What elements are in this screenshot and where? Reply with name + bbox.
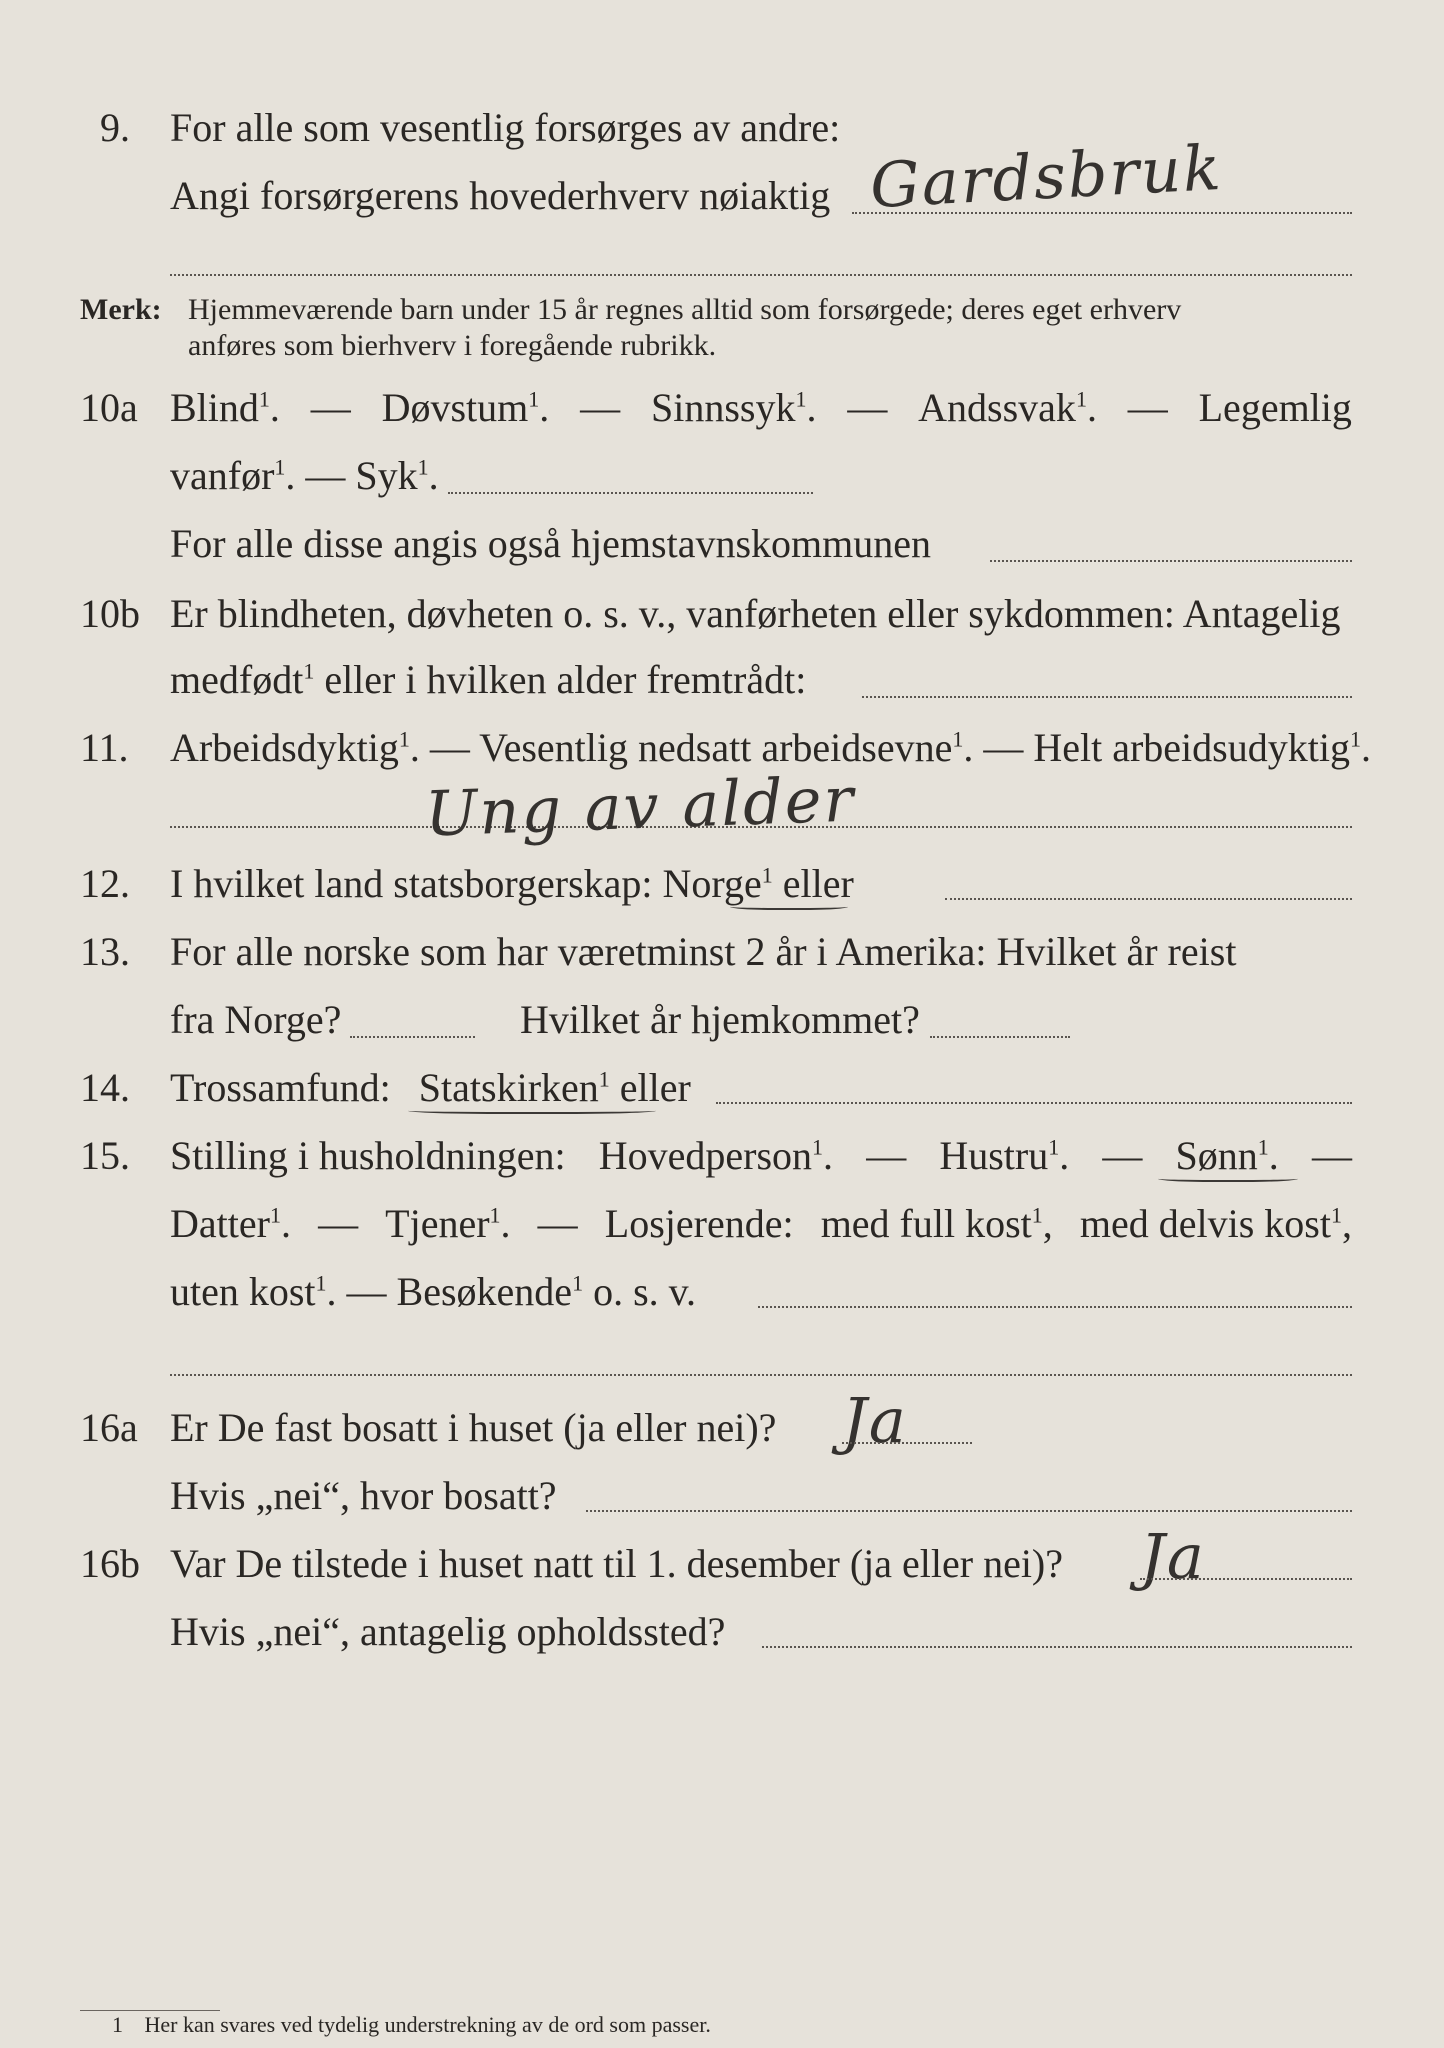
q16b-opholdssted-line <box>762 1646 1352 1648</box>
q10b-line1: Er blindheten, døvheten o. s. v., vanførheten eller sykdommen: Antagelig <box>170 591 1341 636</box>
q16b-handwritten-answer: Ja <box>1140 1520 1206 1593</box>
eller: eller <box>782 861 854 906</box>
q10a-number: 10a <box>80 385 138 430</box>
q13-number: 13. <box>80 929 130 974</box>
q15-number: 15. <box>80 1133 130 1178</box>
q13-line1: For alle norske som har væretminst 2 år i Amerika: Hvilket år reist <box>170 929 1237 974</box>
q16b-line1: Var De tilstede i huset natt til 1. desember (ja eller nei)? <box>170 1541 1064 1586</box>
opt-besokende: Besøkende <box>396 1269 573 1314</box>
q16a-bosatt-line <box>586 1510 1352 1512</box>
dash: — <box>305 453 346 498</box>
dash: — <box>847 385 888 430</box>
opt-datter: Datter$^1$. <box>170 1201 291 1246</box>
footnote-text: Her kan svares ved tydelig understrekning av de ord som passer. <box>144 2012 711 2037</box>
q15-line2 <box>170 1200 1352 1248</box>
q16a-line1: Er De fast bosatt i huset (ja eller nei)? <box>170 1405 777 1450</box>
q13-reist-line <box>350 1036 475 1038</box>
q9-answer-line-2 <box>170 274 1352 276</box>
merk-line1: Hjemmeværende barn under 15 år regnes alltid som forsørgede; deres eget erhverv <box>188 293 1182 326</box>
q15-answer-line-2 <box>170 1374 1352 1376</box>
q15-line1 <box>170 1132 1352 1180</box>
dash: — <box>1127 385 1168 430</box>
q14-answer-line <box>716 1102 1352 1104</box>
sonn-underline <box>1158 1174 1298 1182</box>
q10a-line2 <box>170 452 439 500</box>
q13-line2-a: fra Norge? <box>170 997 342 1042</box>
opt-dovstum: Døvstum$^1$. <box>381 385 550 430</box>
opt-nedsatt: Vesentlig nedsatt arbeidsevne <box>479 725 953 770</box>
q16b-number: 16b <box>80 1541 140 1586</box>
footnote-rule <box>80 2010 220 2011</box>
opt-statskirken: Statskirken <box>418 1065 599 1110</box>
opt-vanfor: vanfør$^1$. <box>170 453 296 498</box>
q14-line: Trossamfund: Statskirken$^1$ eller <box>170 1065 691 1110</box>
q12-answer-line <box>945 898 1352 900</box>
opt-medfodt: medfødt <box>170 657 304 702</box>
q16a-number: 16a <box>80 1405 138 1450</box>
opt-full-kost: med full kost$^1$, <box>820 1201 1053 1246</box>
q10b-answer-line <box>862 696 1352 698</box>
dash: — <box>866 1133 907 1178</box>
q11-handwritten-answer: Ung av alder <box>423 762 857 851</box>
opt-hustru: Hustru$^1$. <box>939 1133 1070 1178</box>
dash: — <box>310 385 351 430</box>
q14-number: 14. <box>80 1065 130 1110</box>
q9-line1: For alle som vesentlig forsørges av andre: <box>170 105 841 150</box>
q15-label: Stilling i husholdningen: <box>170 1133 566 1178</box>
q16b-answer-line <box>1140 1578 1352 1580</box>
opt-hovedperson: Hovedperson$^1$. <box>598 1133 834 1178</box>
merk-line2: anføres som bierhverv i foregående rubrikk. <box>188 329 717 362</box>
osv: o. s. v. <box>593 1269 697 1314</box>
dash: — <box>580 385 621 430</box>
q13-hjemkommet-line <box>930 1036 1070 1038</box>
q10a-line3: For alle disse angis også hjemstavnskommunen <box>170 521 932 566</box>
footnote-mark: 1 <box>112 2012 123 2037</box>
q16a-line2: Hvis „nei“, hvor bosatt? <box>170 1473 557 1518</box>
q15-answer-line <box>758 1306 1352 1308</box>
q13-line2-b: Hvilket år hjemkommet? <box>520 997 920 1042</box>
q9-number: 9. <box>100 105 130 150</box>
q9-line2: Angi forsørgerens hovederhverv nøiaktig <box>170 173 831 218</box>
q14-label: Trossamfund: <box>170 1065 391 1110</box>
opt-legemlig: Legemlig <box>1198 385 1352 430</box>
opt-sinnssyk: Sinnssyk$^1$. <box>650 385 817 430</box>
alder-label: eller i hvilken alder fremtrådt: <box>324 657 807 702</box>
q10b-line2: medfødt$^1$ eller i hvilken alder fremtrådt: <box>170 657 807 702</box>
footnote <box>112 2012 711 2038</box>
opt-syk: Syk$^1$. <box>355 453 439 498</box>
opt-arbeidsdyktig: Arbeidsdyktig <box>170 725 399 770</box>
q11-line1: Arbeidsdyktig$^1$. — Vesentlig nedsatt arbeidsevne$^1$. — Helt arbeidsudyktig$^1$. <box>170 725 1371 770</box>
opt-udyktig: Helt arbeidsudyktig <box>1033 725 1350 770</box>
statskirken-underline <box>408 1106 656 1114</box>
q10a-line1 <box>170 384 1352 432</box>
q10b-number: 10b <box>80 591 140 636</box>
q10a-syk-line <box>448 492 813 494</box>
opt-sonn: Sønn$^1$. <box>1175 1133 1279 1178</box>
dash: — <box>1102 1133 1143 1178</box>
losjerende-label: Losjerende: <box>604 1201 794 1246</box>
dash: — <box>1311 1133 1352 1178</box>
dash: — <box>537 1201 578 1246</box>
opt-uten-kost: uten kost <box>170 1269 316 1314</box>
q12-label: I hvilket land statsborgerskap: <box>170 861 653 906</box>
eller: eller <box>619 1065 691 1110</box>
q11-number: 11. <box>80 725 129 770</box>
opt-norge: Norge <box>662 861 762 906</box>
opt-tjener: Tjener$^1$. <box>385 1201 511 1246</box>
q10a-kommune-line <box>990 560 1352 562</box>
merk-label: Merk: <box>80 293 162 326</box>
norge-underline <box>730 902 848 910</box>
opt-andssvak: Andssvak$^1$. <box>918 385 1097 430</box>
q12-number: 12. <box>80 861 130 906</box>
q16b-line2: Hvis „nei“, antagelig opholdssted? <box>170 1609 726 1654</box>
q16a-answer-line <box>842 1442 972 1444</box>
opt-blind: Blind$^1$. <box>170 385 280 430</box>
q16a-handwritten-answer: Ja <box>842 1384 908 1457</box>
dash: — <box>318 1201 359 1246</box>
q12-line: I hvilket land statsborgerskap: Norge$^1$ eller <box>170 861 854 906</box>
q15-line3: uten kost$^1$. — Besøkende$^1$ o. s. v. <box>170 1269 697 1314</box>
opt-delvis-kost: med delvis kost$^1$, <box>1079 1201 1352 1246</box>
q9-handwritten-answer: Gardsbruk <box>868 130 1225 223</box>
